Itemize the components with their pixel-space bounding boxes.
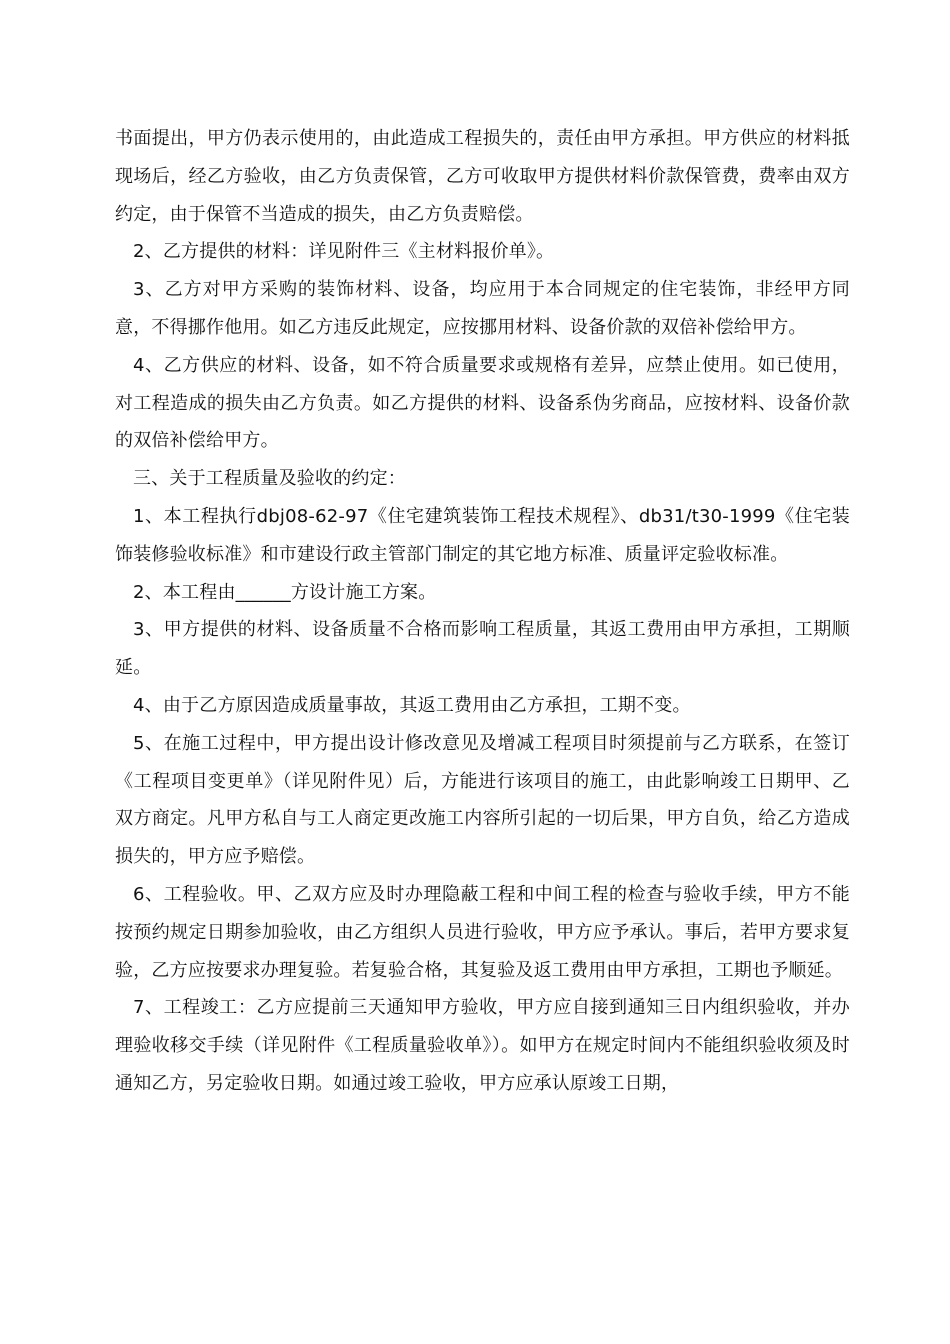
paragraph-clause-5-changes: 5、在施工过程中，甲方提出设计修改意见及增减工程项目时须提前与乙方联系，在签订《工程项目变更单》（详见附件见）后，方能进行该项目的施工，由此影响竣工日期甲、乙双方商定。凡甲方私自与工人商定更改施工内容所引起的一切后果，甲方自负，给乙方造成损失的，甲方应予赔偿。 <box>115 732 850 868</box>
section-heading-quality-acceptance: 三、关于工程质量及验收的约定： <box>133 468 406 490</box>
paragraph-clause-2-design: 2、本工程由______方设计施工方案。 <box>133 581 437 603</box>
paragraph-clause-4-accident: 4、由于乙方原因造成质量事故，其返工费用由乙方承担，工期不变。 <box>133 694 691 716</box>
paragraph-clause-1-standards: 1、本工程执行dbj08-62-97《住宅建筑装饰工程技术规程》、db31/t30-1999《住宅装饰装修验收标准》和市建设行政主管部门制定的其它地方标准、质量评定验收标准。 <box>115 505 850 565</box>
paragraph-clause-3-usage: 3、乙方对甲方采购的装饰材料、设备，均应用于本合同规定的住宅装饰，非经甲方同意，不得挪作他用。如乙方违反此规定，应按挪用材料、设备价款的双倍补偿给甲方。 <box>115 279 850 338</box>
paragraph-storage-continued: 书面提出，甲方仍表示使用的，由此造成工程损失的，责任由甲方承担。甲方供应的材料抵现场后，经乙方验收，由乙方负责保管，乙方可收取甲方提供材料价款保管费，费率由双方约定，由于保管不当造成的损失，由乙方负责赔偿。 <box>115 128 850 225</box>
document-body <box>115 120 850 1103</box>
paragraph-clause-4-quality: 4、乙方供应的材料、设备，如不符合质量要求或规格有差异，应禁止使用。如已使用，对工程造成的损失由乙方负责。如乙方提供的材料、设备系伪劣商品，应按材料、设备价款的双倍补偿给甲方。 <box>115 354 850 452</box>
paragraph-clause-2-materials: 2、乙方提供的材料：详见附件三《主材料报价单》。 <box>133 241 555 263</box>
paragraph-clause-7-completion: 7、工程竣工：乙方应提前三天通知甲方验收，甲方应自接到通知三日内组织验收，并办理验收移交手续（详见附件《工程质量验收单》）。如甲方在规定时间内不能组织验收须及时通知乙方，另定验收日期。如通过竣工验收，甲方应承认原竣工日期， <box>115 997 850 1094</box>
paragraph-clause-6-inspection: 6、工程验收。甲、乙双方应及时办理隐蔽工程和中间工程的检查与验收手续，甲方不能按预约规定日期参加验收，由乙方组织人员进行验收，甲方应予承认。事后，若甲方要求复验，乙方应按要求办理复验。若复验合格，其复验及返工费用由甲方承担，工期也予顺延。 <box>115 883 850 981</box>
paragraph-clause-3-defects: 3、甲方提供的材料、设备质量不合格而影响工程质量，其返工费用由甲方承担，工期顺延。 <box>115 619 850 679</box>
